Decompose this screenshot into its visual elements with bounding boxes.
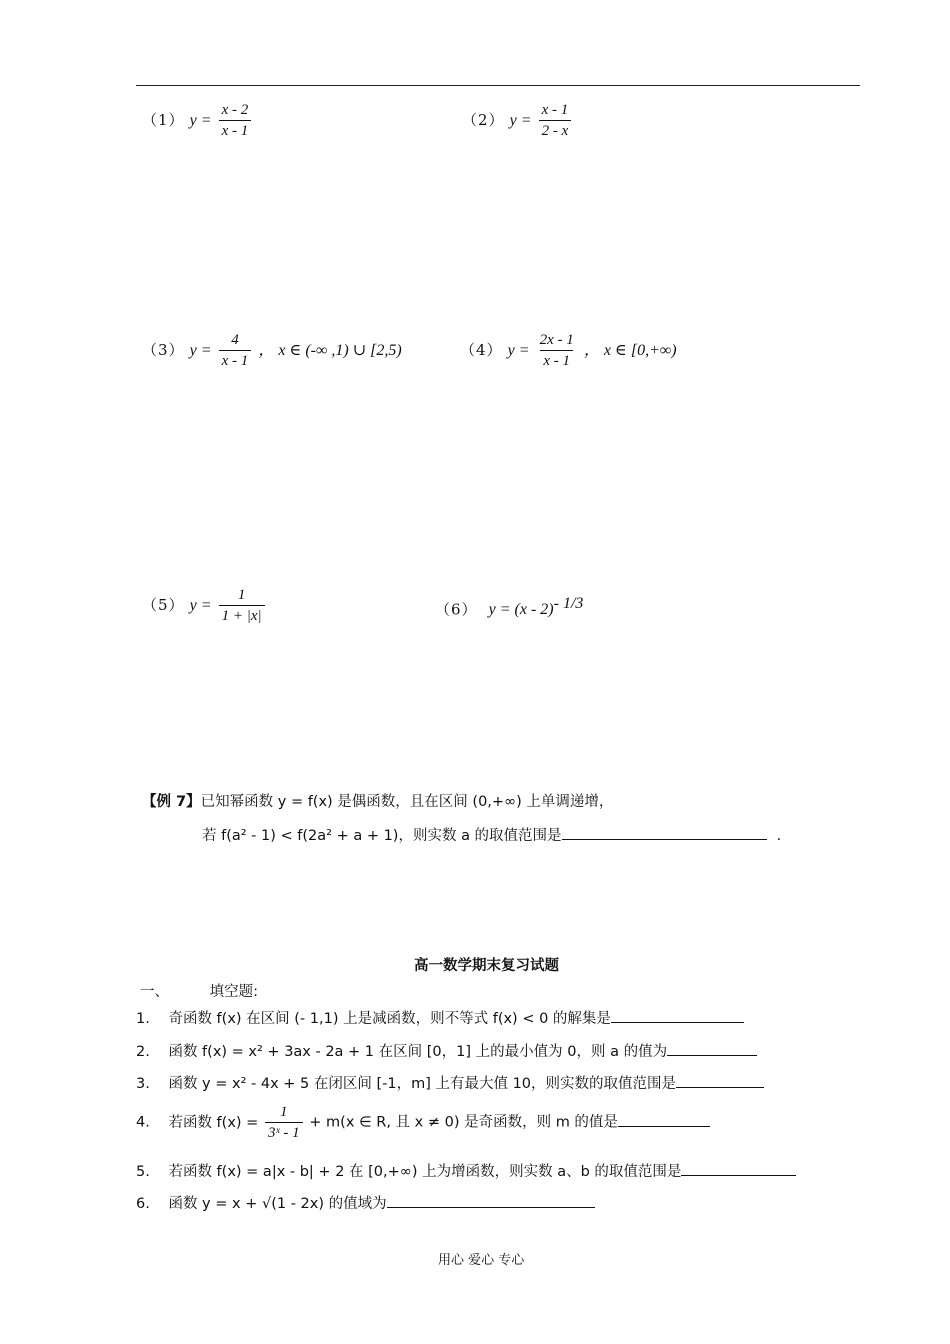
question-number: 1. xyxy=(136,1011,150,1027)
exercise-expression: y = (x - 2) xyxy=(488,601,554,619)
exercise-1 xyxy=(142,100,253,141)
fraction xyxy=(219,585,265,626)
exercise-3 xyxy=(142,330,402,371)
part-heading xyxy=(140,980,258,1001)
part-text: 填空题: xyxy=(209,984,258,1000)
question-4 xyxy=(136,1102,710,1143)
fraction xyxy=(537,330,577,371)
exercise-label: （2） xyxy=(462,111,505,129)
page-footer: 用心 爱心 专心 xyxy=(438,1253,525,1268)
question-2 xyxy=(136,1040,757,1061)
question-6 xyxy=(136,1192,595,1213)
example-text: 已知幂函数 y = f(x) 是偶函数，且在区间 (0,+∞) 上单调递增， xyxy=(200,794,614,810)
example-end: . xyxy=(776,828,782,844)
fraction xyxy=(539,100,572,141)
question-number: 2. xyxy=(136,1044,150,1060)
answer-blank[interactable] xyxy=(611,1008,744,1023)
header-rule xyxy=(136,85,860,86)
exercise-label: （1） xyxy=(142,111,185,129)
exercise-label: （6） xyxy=(435,600,478,619)
example-text: 若 f(a² - 1) < f(2a² + a + 1)，则实数 a 的取值范围是 xyxy=(202,828,562,844)
exercise-label: （4） xyxy=(460,341,503,359)
question-text: 奇函数 f(x) 在区间 (- 1,1) 上是减函数，则不等式 f(x) < 0 的解集是 xyxy=(168,1011,611,1027)
exercise-lhs: y = xyxy=(507,342,530,359)
fraction-numerator: x - 1 xyxy=(541,102,569,118)
question-number: 6. xyxy=(136,1196,150,1212)
fraction-numerator: 2x - 1 xyxy=(539,332,574,348)
question-text: + m(x ∈ R, 且 x ≠ 0) 是奇函数，则 m 的值是 xyxy=(309,1114,618,1131)
exercise-label: （5） xyxy=(142,596,185,614)
answer-blank[interactable] xyxy=(618,1112,710,1127)
question-text: 若函数 f(x) = a|x - b| + 2 在 [0,+∞) 上为增函数，则实数 a、b 的取值范围是 xyxy=(168,1164,682,1180)
example-7-line-2 xyxy=(202,824,781,845)
fraction-numerator: x - 2 xyxy=(221,102,249,118)
fraction-numerator: 1 xyxy=(280,1104,288,1120)
question-1 xyxy=(136,1007,744,1028)
exercise-lhs: y = xyxy=(189,342,212,359)
answer-blank[interactable] xyxy=(562,825,767,840)
fraction xyxy=(265,1102,303,1143)
exercise-6 xyxy=(435,595,583,619)
exercise-4 xyxy=(460,330,677,371)
fraction-numerator: 4 xyxy=(231,332,239,348)
exercise-2 xyxy=(462,100,573,141)
fraction-denominator: 1 + |x| xyxy=(219,605,265,626)
fraction xyxy=(219,100,252,141)
fraction-denominator: x - 1 xyxy=(540,350,573,371)
question-3 xyxy=(136,1072,764,1093)
fraction-denominator: 3ˣ - 1 xyxy=(265,1122,303,1143)
question-text: 函数 f(x) = x² + 3ax - 2a + 1 在区间 [0，1] 上的最小值为 0，则 a 的值为 xyxy=(168,1044,668,1060)
exercise-lhs: y = xyxy=(509,112,532,129)
question-number: 4. xyxy=(136,1114,150,1131)
question-5 xyxy=(136,1160,796,1181)
question-text: 若函数 f(x) = xyxy=(168,1114,259,1131)
question-text: 函数 y = x + √(1 - 2x) 的值域为 xyxy=(168,1196,387,1212)
exercise-label: （3） xyxy=(142,341,185,359)
exercise-exponent: - 1/3 xyxy=(553,595,584,612)
exercise-5 xyxy=(142,585,267,626)
exercise-lhs: y = xyxy=(189,112,212,129)
example-7-line-1 xyxy=(142,790,613,811)
part-number: 一、 xyxy=(140,984,169,1000)
answer-blank[interactable] xyxy=(676,1073,764,1088)
fraction-denominator: 2 - x xyxy=(539,120,572,141)
exercise-domain: ， x ∈ [0,+∞) xyxy=(583,342,677,359)
question-number: 5. xyxy=(136,1164,150,1180)
answer-blank[interactable] xyxy=(681,1161,796,1176)
fraction xyxy=(219,330,252,371)
example-tag: 【例 7】 xyxy=(142,794,201,810)
answer-blank[interactable] xyxy=(667,1041,757,1056)
fraction-numerator: 1 xyxy=(237,587,246,603)
section-title: 高一数学期末复习试题 xyxy=(414,958,559,974)
fraction-denominator: x - 1 xyxy=(219,350,252,371)
fraction-denominator: x - 1 xyxy=(219,120,252,141)
exercise-domain: ， x ∈ (-∞ ,1) ∪ [2,5) xyxy=(258,342,402,359)
exercise-lhs: y = xyxy=(189,597,212,614)
answer-blank[interactable] xyxy=(387,1193,595,1208)
question-number: 3. xyxy=(136,1076,150,1092)
question-text: 函数 y = x² - 4x + 5 在闭区间 [-1，m] 上有最大值 10，则实数的取值范围是 xyxy=(168,1076,677,1092)
